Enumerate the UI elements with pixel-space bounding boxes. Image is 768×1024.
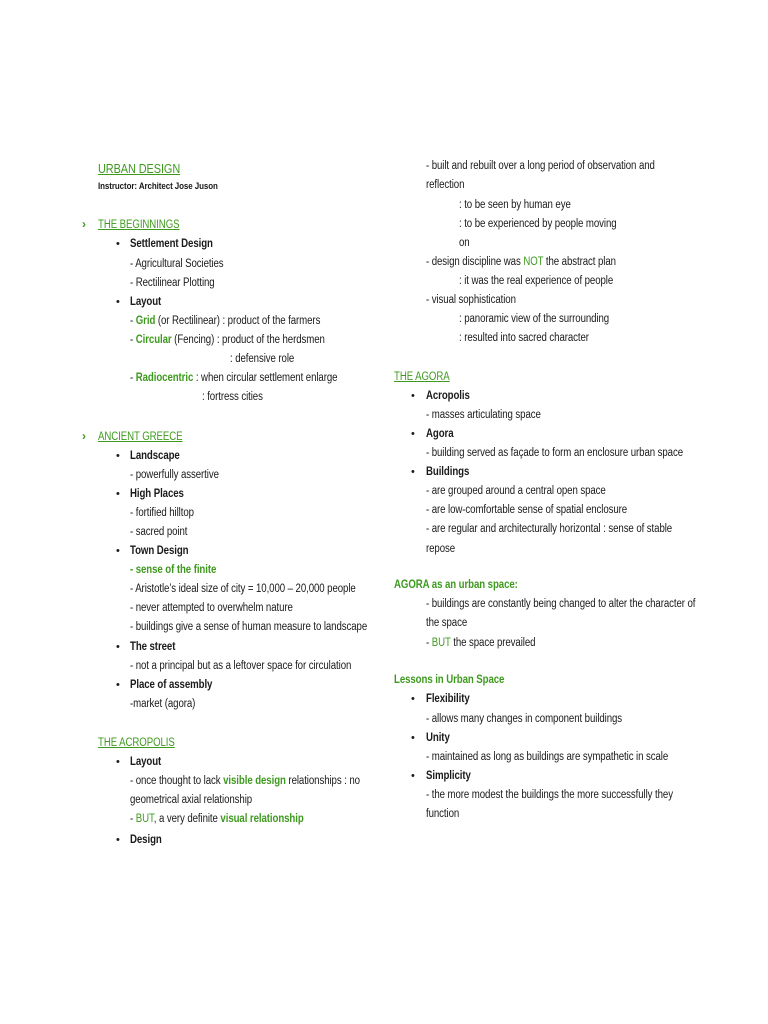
keyword-visible-design: visible design xyxy=(223,775,286,787)
bullet-settlement-design: Settlement Design xyxy=(130,238,213,250)
bullet-layout: Layout xyxy=(130,296,162,308)
text-line: - building served as façade to form an enclosure urban space xyxy=(426,447,684,459)
text-line: - allows many changes in component buildings xyxy=(426,713,623,725)
text-line: the space xyxy=(426,617,468,629)
bullet-assembly: Place of assembly xyxy=(130,679,213,691)
text-line: reflection xyxy=(426,179,465,191)
section-heading-beginnings: THE BEGINNINGS xyxy=(98,219,180,231)
section-heading-urban-space: AGORA as an urban space: xyxy=(394,579,518,591)
text-line-discipline xyxy=(426,255,616,269)
page-title: URBAN DESIGN xyxy=(98,161,181,176)
text-fragment: - design discipline was xyxy=(426,256,524,268)
section-heading-agora: THE AGORA xyxy=(394,371,450,383)
text-fragment: the abstract plan xyxy=(543,256,616,268)
bullet-icon: • xyxy=(116,756,120,768)
keyword-not: NOT xyxy=(523,256,544,268)
text-fragment: - xyxy=(426,637,432,649)
bullet-icon: • xyxy=(116,641,120,653)
keyword-but: BUT xyxy=(431,637,451,649)
bullet-landscape: Landscape xyxy=(130,450,180,462)
section-heading-lessons: Lessons in Urban Space xyxy=(394,674,505,686)
bullet-icon: • xyxy=(116,834,120,846)
text-line: : fortress cities xyxy=(202,391,263,403)
bullet-layout: Layout xyxy=(130,756,162,768)
text-line: - powerfully assertive xyxy=(130,469,219,481)
bullet-street: The street xyxy=(130,641,176,653)
bullet-high-places: High Places xyxy=(130,488,184,500)
keyword-grid: Grid xyxy=(135,315,156,327)
bullet-icon: • xyxy=(116,679,120,691)
bullet-icon: • xyxy=(116,450,120,462)
bullet-icon: • xyxy=(116,296,120,308)
text-line-circular xyxy=(130,333,325,347)
text-fragment: - xyxy=(130,315,136,327)
text-line: function xyxy=(426,808,460,820)
chevron-right-icon: › xyxy=(82,429,86,443)
text-line: -market (agora) xyxy=(130,698,196,710)
text-line: : defensive role xyxy=(230,353,295,365)
bullet-icon: • xyxy=(411,428,415,440)
text-line: geometrical axial relationship xyxy=(130,794,253,806)
text-line-once xyxy=(130,774,360,788)
text-line: - never attempted to overwhelm nature xyxy=(130,602,293,614)
section-heading-acropolis: THE ACROPOLIS xyxy=(98,737,175,749)
text-fragment: - xyxy=(130,372,136,384)
text-line-grid xyxy=(130,314,320,328)
text-line-radiocentric xyxy=(130,371,337,385)
text-line: - Aristotle’s ideal size of city = 10,000 – 20,000 people xyxy=(130,583,356,595)
text-line: - built and rebuilt over a long period of observation and xyxy=(426,160,655,172)
text-line: : resulted into sacred character xyxy=(459,332,589,344)
text-fragment: - xyxy=(130,334,136,346)
keyword-but: BUT xyxy=(135,813,154,825)
bullet-icon: • xyxy=(411,732,415,744)
text-line: - are grouped around a central open space xyxy=(426,485,606,497)
bullet-flexibility: Flexibility xyxy=(426,693,470,705)
text-fragment: : when circular settlement enlarge xyxy=(193,372,338,384)
text-line-but-prevailed xyxy=(426,636,535,650)
text-line-finite: - sense of the finite xyxy=(130,564,217,576)
text-line: - buildings give a sense of human measure to landscape xyxy=(130,621,368,633)
bullet-icon: • xyxy=(116,545,120,557)
text-line: - fortified hilltop xyxy=(130,507,194,519)
text-line: : to be seen by human eye xyxy=(459,199,571,211)
text-fragment: (or Rectilinear) : product of the farmers xyxy=(155,315,321,327)
chevron-right-icon: › xyxy=(82,217,86,231)
bullet-town-design: Town Design xyxy=(130,545,189,557)
text-fragment: the space prevailed xyxy=(450,637,536,649)
text-fragment: - once thought to lack xyxy=(130,775,224,787)
text-line: - not a principal but as a leftover space for circulation xyxy=(130,660,352,672)
text-line: - visual sophistication xyxy=(426,294,516,306)
text-line: - are low-comfortable sense of spatial enclosure xyxy=(426,504,628,516)
instructor-line: Instructor: Architect Jose Juson xyxy=(98,181,218,192)
text-line: - are regular and architecturally horizontal : sense of stable xyxy=(426,523,673,535)
text-line: - the more modest the buildings the more successfully they xyxy=(426,789,673,801)
bullet-buildings: Buildings xyxy=(426,466,470,478)
text-line: : it was the real experience of people xyxy=(459,275,614,287)
text-line: - masses articulating space xyxy=(426,409,541,421)
text-fragment: (Fencing) : product of the herdsmen xyxy=(171,334,325,346)
text-line-but xyxy=(130,812,304,826)
text-line: - maintained as long as buildings are sympathetic in scale xyxy=(426,751,669,763)
text-line: repose xyxy=(426,543,456,555)
text-line: - sacred point xyxy=(130,526,188,538)
section-heading-greece: ANCIENT GREECE xyxy=(98,431,183,443)
bullet-icon: • xyxy=(411,693,415,705)
keyword-visual-relationship: visual relationship xyxy=(220,813,304,825)
bullet-simplicity: Simplicity xyxy=(426,770,471,782)
bullet-icon: • xyxy=(116,238,120,250)
text-line: on xyxy=(459,237,470,249)
bullet-icon: • xyxy=(411,390,415,402)
text-fragment: - xyxy=(130,813,136,825)
text-line: - Agricultural Societies xyxy=(130,258,224,270)
text-fragment: relationships : no xyxy=(285,775,360,787)
bullet-acropolis: Acropolis xyxy=(426,390,470,402)
text-fragment: , a very definite xyxy=(153,813,221,825)
bullet-icon: • xyxy=(411,466,415,478)
bullet-icon: • xyxy=(116,488,120,500)
bullet-unity: Unity xyxy=(426,732,450,744)
text-line: - Rectilinear Plotting xyxy=(130,277,215,289)
text-line: - buildings are constantly being changed to alter the character of xyxy=(426,598,696,610)
keyword-circular: Circular xyxy=(135,334,172,346)
bullet-agora: Agora xyxy=(426,428,454,440)
bullet-design: Design xyxy=(130,834,162,846)
text-line: : to be experienced by people moving xyxy=(459,218,617,230)
bullet-icon: • xyxy=(411,770,415,782)
keyword-radiocentric: Radiocentric xyxy=(135,372,194,384)
text-line: : panoramic view of the surrounding xyxy=(459,313,610,325)
